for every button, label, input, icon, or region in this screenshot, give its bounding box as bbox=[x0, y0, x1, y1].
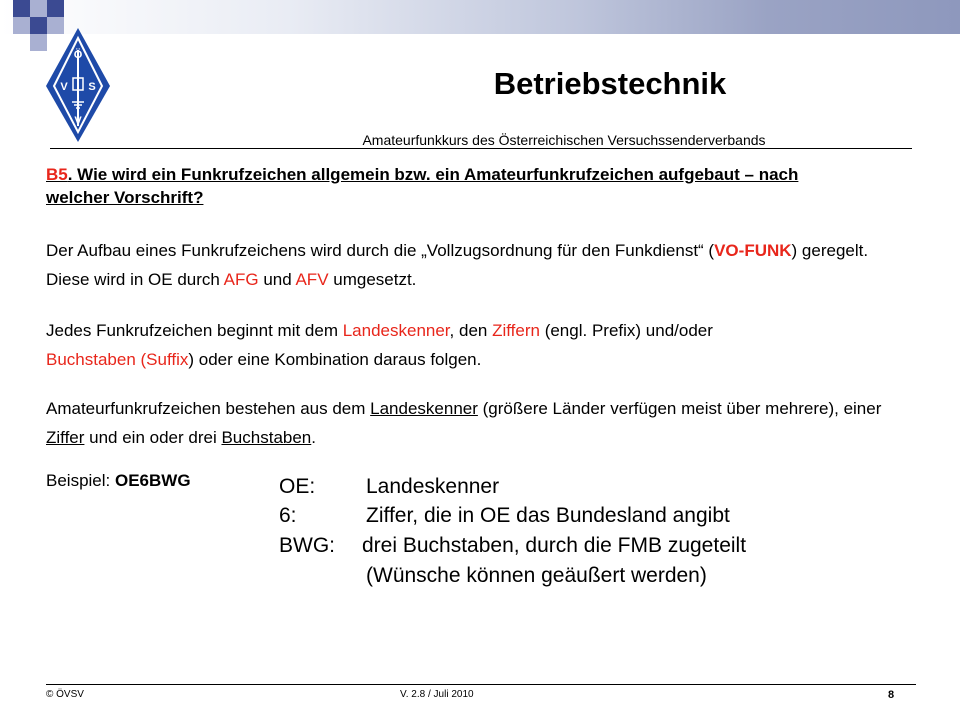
definition-value: drei Buchstaben, durch die FMB zugeteilt bbox=[362, 534, 747, 557]
text-run: ) geregelt. Diese wird in OE durch bbox=[46, 241, 869, 289]
footer-divider bbox=[46, 684, 916, 685]
page-subtitle: Amateurfunkkurs des Österreichischen Versuchssenderverbands bbox=[362, 132, 766, 148]
vo-funk-term: VO-FUNK bbox=[714, 241, 792, 260]
text-run: (engl. Prefix) und/oder bbox=[539, 321, 713, 340]
paragraph-vo-funk bbox=[46, 236, 916, 294]
page-number: 8 bbox=[888, 689, 895, 701]
question-code: B5 bbox=[46, 165, 68, 184]
text-run: Der Aufbau eines Funkrufzeichens wird durch die „Vollzugsordnung für den Funkdienst“ ( bbox=[46, 241, 715, 260]
footer-copyright: © ÖVSV bbox=[46, 689, 84, 700]
corner-square bbox=[13, 17, 30, 34]
text-run: (größere Länder verfügen meist über mehrere), einer bbox=[477, 399, 882, 418]
page-title: Betriebstechnik bbox=[493, 66, 727, 101]
question-heading bbox=[46, 163, 866, 209]
text-run: ) oder eine Kombination daraus folgen. bbox=[188, 350, 482, 369]
text-run: Jedes Funkrufzeichen beginnt mit dem bbox=[46, 321, 343, 340]
buchstaben-term: Buchstaben (Suffix bbox=[46, 350, 189, 369]
text-run: und bbox=[258, 270, 296, 289]
definition-value: (Wünsche können geäußert werden) bbox=[366, 564, 707, 587]
logo-letter: S bbox=[88, 81, 96, 93]
definition-key: OE: bbox=[279, 475, 316, 498]
logo-letter: V bbox=[60, 81, 68, 93]
paragraph-amateur-callsign bbox=[46, 394, 916, 452]
landeskenner-term: Landeskenner bbox=[342, 321, 450, 340]
corner-square bbox=[30, 0, 47, 17]
definition-key: BWG: bbox=[279, 534, 335, 557]
header-divider bbox=[50, 148, 912, 149]
text-run: Beispiel: bbox=[46, 471, 115, 490]
definition-key: 6: bbox=[279, 504, 297, 527]
example-label bbox=[46, 470, 191, 492]
paragraph-callsign-structure bbox=[46, 316, 916, 374]
definition-value: Ziffer, die in OE das Bundesland angibt bbox=[366, 504, 730, 527]
example-callsign: OE6BWG bbox=[114, 471, 191, 490]
afv-term: AFV bbox=[295, 270, 329, 289]
question-text: . Wie wird ein Funkrufzeichen allgemein bzw. ein Amateurfunkrufzeichen aufgebaut – nach welcher Vorschrift? bbox=[46, 165, 799, 207]
landeskenner-underlined: Landeskenner bbox=[370, 399, 478, 418]
logo-letter: V bbox=[74, 115, 82, 127]
header-gradient-bar bbox=[0, 0, 960, 34]
corner-square bbox=[47, 0, 64, 17]
corner-square bbox=[13, 0, 30, 17]
definition-value: Landeskenner bbox=[366, 475, 500, 498]
text-run: , den bbox=[449, 321, 493, 340]
text-run: . bbox=[311, 428, 316, 447]
footer-version: V. 2.8 / Juli 2010 bbox=[400, 689, 474, 700]
logo-letter: Ö bbox=[73, 49, 83, 61]
text-run: und ein oder drei bbox=[84, 428, 222, 447]
buchstaben-underlined: Buchstaben bbox=[221, 428, 312, 447]
ziffern-term: Ziffern bbox=[492, 321, 540, 340]
afg-term: AFG bbox=[223, 270, 259, 289]
text-run: umgesetzt. bbox=[328, 270, 417, 289]
text-run: Amateurfunkrufzeichen bestehen aus dem bbox=[46, 399, 371, 418]
ziffer-underlined: Ziffer bbox=[46, 428, 85, 447]
oevsv-logo bbox=[44, 26, 112, 144]
